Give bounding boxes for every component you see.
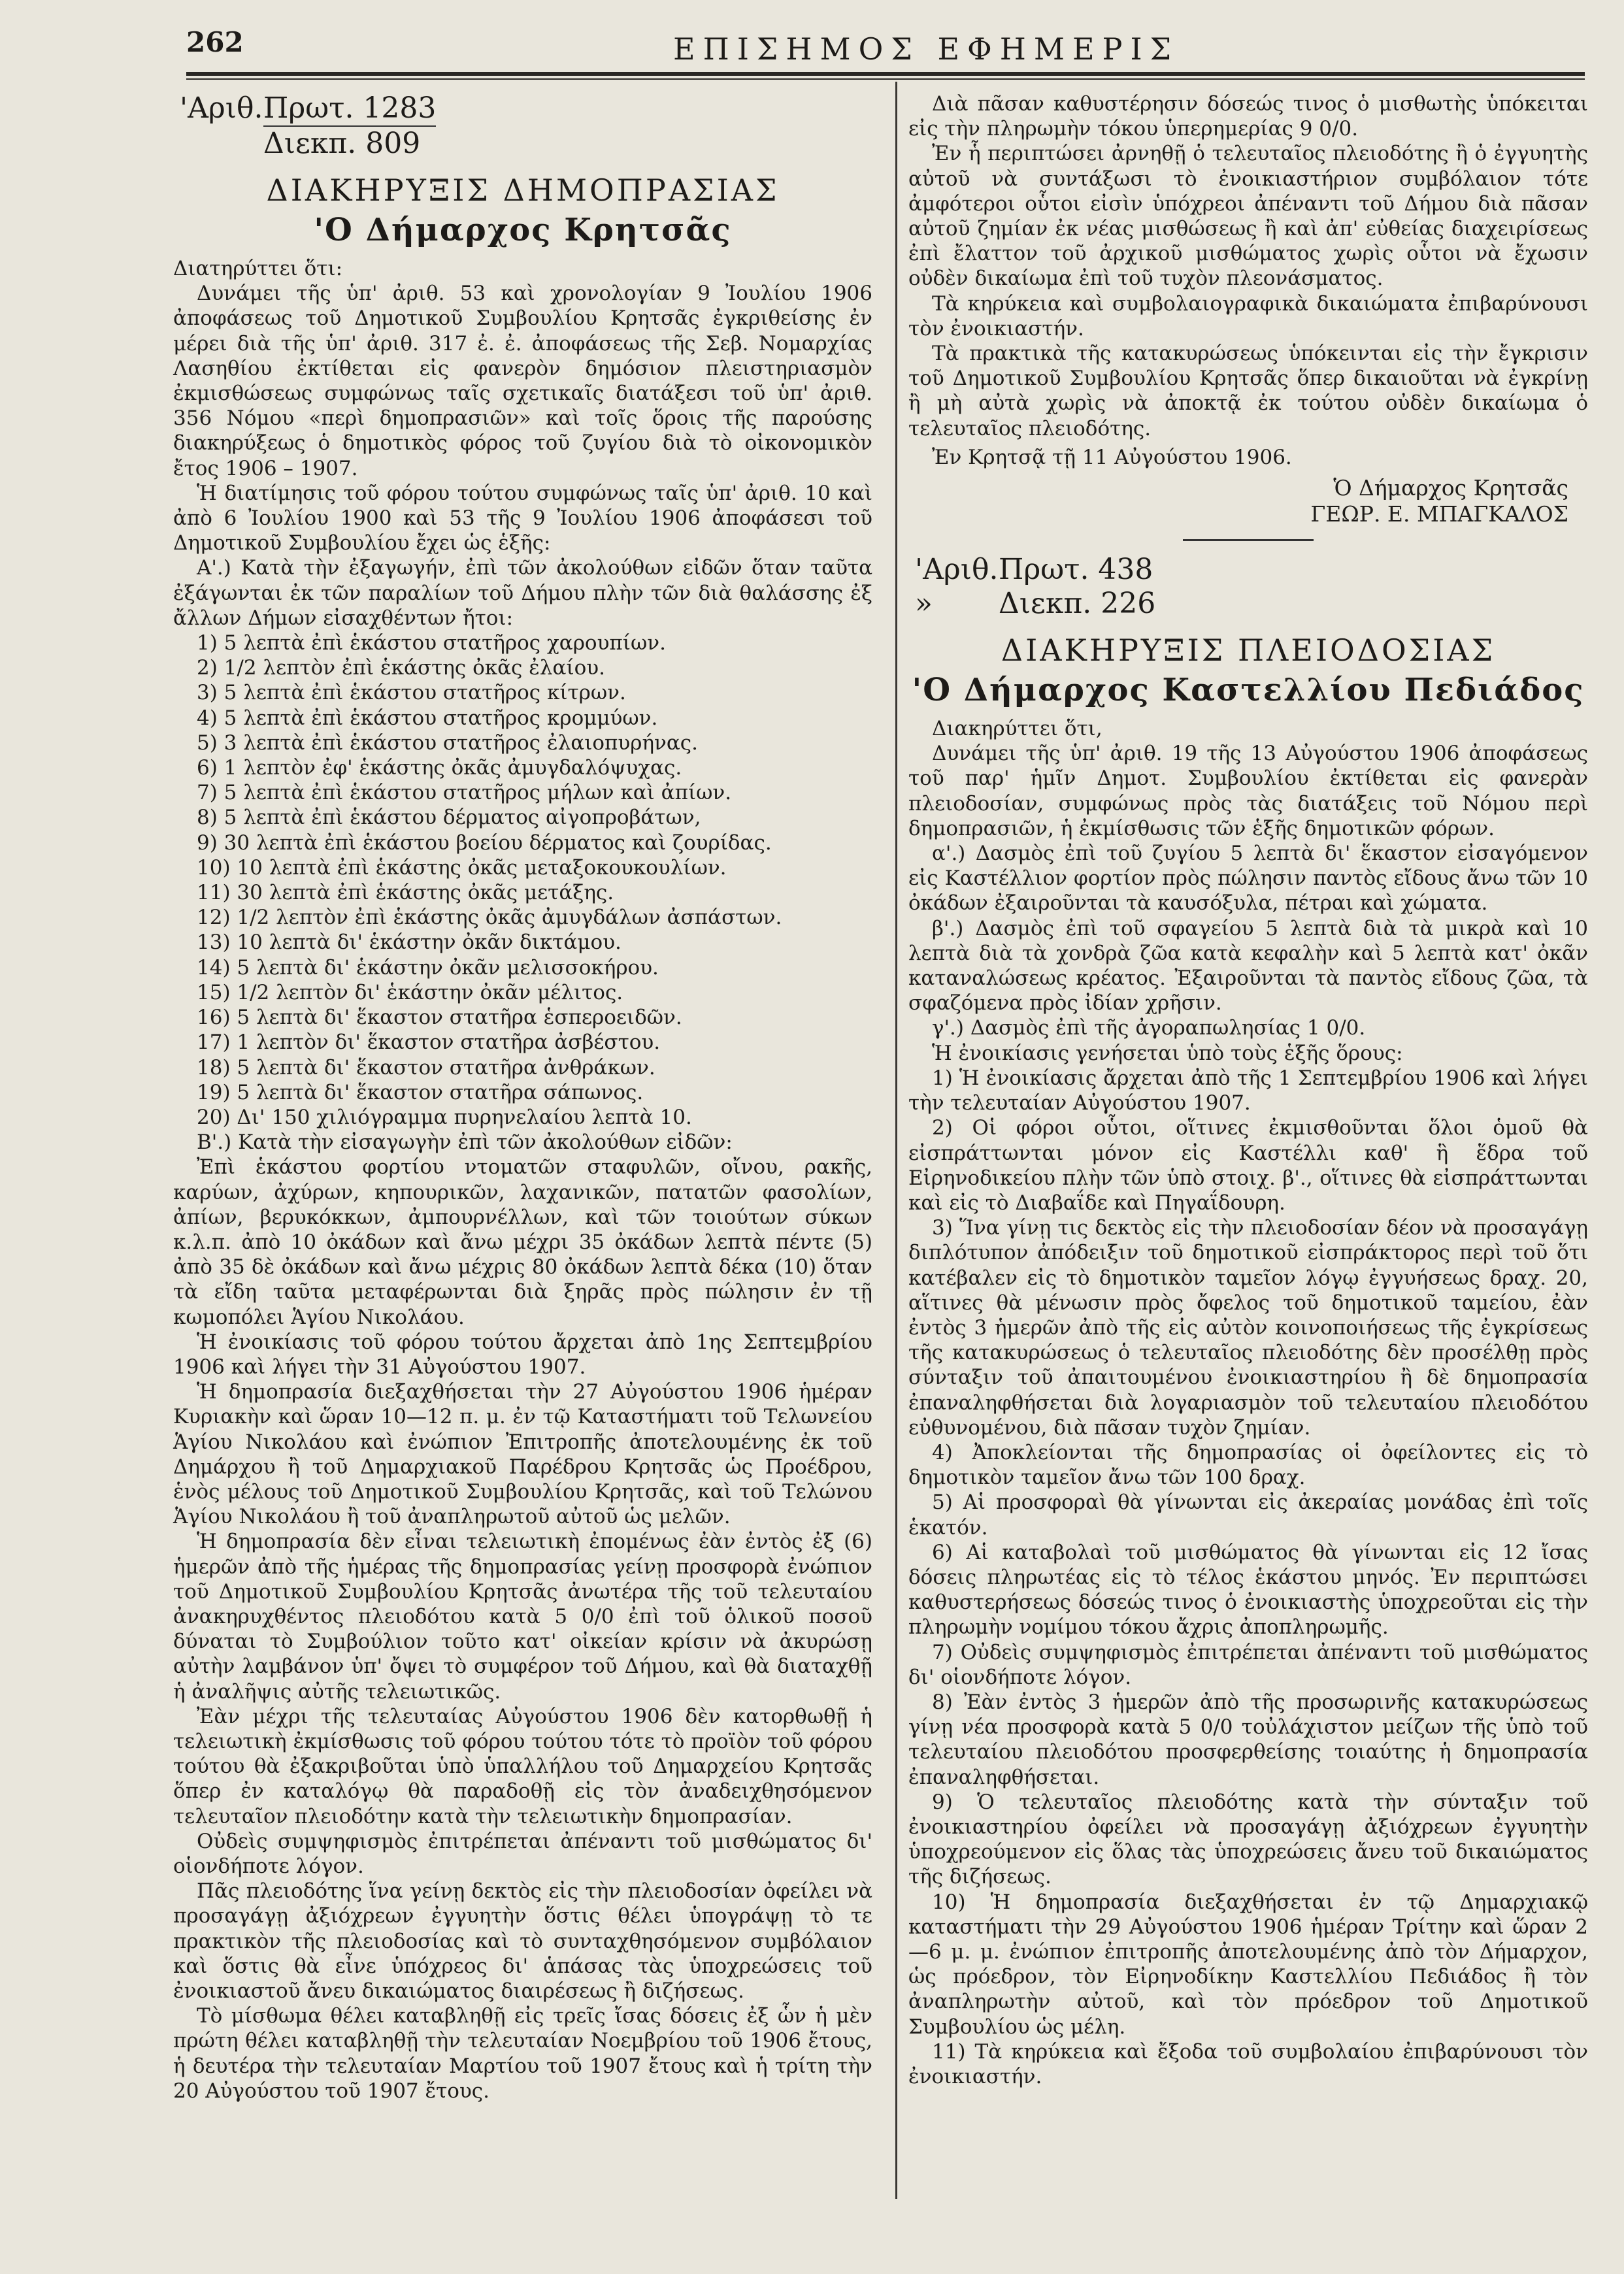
header-rule-thin <box>186 78 1585 80</box>
notice2-intro: Διακηρύττει ὅτι, <box>932 717 1102 741</box>
paragraph: γ'.) Δασμὸς ἐπὶ τῆς ἀγοραπωλησίας 1 0/0. <box>932 1016 1366 1040</box>
list-item: 10) 10 λεπτὰ ἐπὶ ἑκάστης ὀκᾶς μεταξοκουκουλίων. <box>197 855 727 880</box>
paragraph: 6) Αἱ καταβολαὶ τοῦ μισθώματος θὰ γίνωνται εἰς 12 ἴσας δόσεις πληρωτέας εἰς τὸ τέλος ἑκάστου μηνός. Ἐν περιπτώσει καθυστερήσεως δόσεώς τινος ὁ ἐνοικιαστὴς ὑποχρεοῦται εἰς τὴν πληρωμὴν νομίμου τόκου ἄχρις ἀποπληρωμῆς. <box>908 1540 1588 1640</box>
list-item: 3) 5 λεπτὰ ἐπὶ ἑκάστου στατῆρος κίτρων. <box>197 681 626 705</box>
list-item: 11) 30 λεπτὰ ἐπὶ ἑκάστης ὀκᾶς μετάξης. <box>197 881 614 905</box>
notice1-reference <box>180 91 872 161</box>
page-number: 262 <box>186 26 244 58</box>
paragraph: 3) Ἵνα γίνῃ τις δεκτὸς εἰς τὴν πλειοδοσίαν δέον νὰ προσαγάγῃ διπλότυπον ἀπόδειξιν τοῦ δημοτικοῦ εἰσπράκτορος περὶ τοῦ ὅτι κατέβαλεν εἰς τὸ δημοτικὸν ταμεῖον λόγῳ ἐγγυήσεως δραχ. 20, αἵτινες θὰ μένωσιν πρὸς ὄφελος τοῦ δημοτικοῦ ταμείου, ἐὰν ἐντὸς 3 ἡμερῶν ἀπὸ τῆς εἰς αὐτὸν κοινοποιήσεως τῆς ἐγκρίσεως τῆς κατακυρώσεως ὁ τελευταῖος πλειοδότης δὲν προσέλθῃ πρὸς σύνταξιν τοῦ ἀπαιτουμένου ἐνοικιαστηρίου ἢ δὲ δημοπρασία ἐπαναληφθήσεται διὰ λογαριασμὸν τοῦ τελευταίου πλειοδότου εὐθυνομένου, διὰ πᾶσαν τυχὸν ζημίαν. <box>908 1216 1588 1440</box>
notice1-date: Ἐν Κρητσᾷ τῇ 11 Αὐγούστου 1906. <box>932 445 1292 469</box>
right-column <box>908 91 1588 2089</box>
notice1-diekp: Διεκπ. 809 <box>263 127 421 160</box>
left-column <box>173 91 872 2103</box>
list-item: 13) 10 λεπτὰ δι' ἑκάστην ὀκᾶν δικτάμου. <box>197 931 621 955</box>
paragraph: Ἐν ἧ περιπτώσει ἀρνηθῇ ὁ τελευταῖος πλειοδότης ἢ ὁ ἐγγυητὴς αὐτοῦ νὰ συντάξωσι τὸ ἐνοικιαστήριον συμβόλαιον τότε ἀμφότεροι οὗτοι εἰσὶν ὑπόχρεοι ἀπέναντι τοῦ Δήμου διὰ πᾶσαν αὐτοῦ ζημίαν ἐκ νέας μισθώσεως ἢ καὶ ἀπ' εὐθείας διαχειρίσεως ἐπὶ ἔλαττον τοῦ ἀρχικοῦ μισθώματος χωρὶς οὗτοι νὰ ἔχωσιν οὐδὲν δικαίωμα ἐπὶ τοῦ τυχὸν πλεονάσματος. <box>908 142 1588 291</box>
paragraph: Α'.) Κατὰ τὴν ἐξαγωγήν, ἐπὶ τῶν ἀκολούθων εἰδῶν ὅταν ταῦτα ἐξάγωνται ἐκ τῶν παραλίων τοῦ Δήμου πλὴν τῶν διὰ θαλάσσης ἐξ ἄλλων Δήμων εἰσαχθέντων ἤτοι: <box>173 556 872 630</box>
paragraph: 4) Ἀποκλείονται τῆς δημοπρασίας οἱ ὀφείλοντες εἰς τὸ δημοτικὸν ταμεῖον ἄνω τῶν 100 δραχ. <box>908 1440 1588 1490</box>
list-item: 1) 5 λεπτὰ ἐπὶ ἑκάστου στατῆρος χαρουπίων. <box>197 631 666 655</box>
list-item: 7) 5 λεπτὰ ἐπὶ ἑκάστου στατῆρος μήλων καὶ ἀπίων. <box>197 781 732 805</box>
paragraph: 1) Ἡ ἐνοικίασις ἄρχεται ἀπὸ τῆς 1 Σεπτεμβρίου 1906 καὶ λήγει τὴν τελευταίαν Αὐγούστου 1907. <box>908 1066 1588 1115</box>
column-divider <box>895 82 897 2199</box>
list-item: 15) 1/2 λεπτὸν δι' ἑκάστην ὀκᾶν μέλιτος. <box>197 980 623 1004</box>
header-rule <box>186 72 1585 76</box>
notice2-issuer: 'Ο Δήμαρχος Καστελλίου Πεδιάδος <box>912 672 1585 709</box>
paragraph: Ἐὰν μέχρι τῆς τελευταίας Αὐγούστου 1906 δὲν κατορθωθῇ ἡ τελειωτικὴ ἐκμίσθωσις τοῦ φόρου τούτου τότε τὸ προϊὸν τοῦ φόρου τούτου θὰ ἐξακριβοῦται ὑπὸ ὑπαλλήλου τοῦ Δημαρχείου Κρητσᾶς ὅπερ ἐν καταλόγῳ θὰ παραδοθῇ εἰς τὸν ἀναδειχθησόμενον τελευταῖον πλειοδότην κατὰ τὴν τελειωτικὴν δημοπρασίαν. <box>173 1704 872 1828</box>
paragraph: Δυνάμει τῆς ὑπ' ἀριθ. 53 καὶ χρονολογίαν 9 Ἰουλίου 1906 ἀποφάσεως τοῦ Δημοτικοῦ Συμβουλίου Κρητσᾶς ἐγκριθείσης ἐν μέρει διὰ τῆς ὑπ' ἀριθ. 317 ἐ. ἐ. ἀποφάσεως τῆς Σεβ. Νομαρχίας Λασηθίου ἐκτίθεται εἰς φανερὸν δημόσιον πλειστηριασμὸν ἐκμισθώσεως συμφώνως ταῖς σχετικαῖς διατάξεσι τοῦ ὑπ' ἀριθ. 356 Νόμου «περὶ δημοπρασιῶν» καὶ τοῖς ὅροις τῆς παρούσης διακηρύξεως ὁ δημοτικὸς φόρος τοῦ ζυγίου διὰ τὸ οἰκονομικὸν ἔτος 1906 – 1907. <box>173 282 872 480</box>
paragraph: Τὸ μίσθωμα θέλει καταβληθῇ εἰς τρεῖς ἴσας δόσεις ἐξ ὧν ἡ μὲν πρώτη θέλει καταβληθῇ τὴν τελευταίαν Νοεμβρίου τοῦ 1906 ἔτους, ἡ δευτέρα τὴν τελευταίαν Μαρτίου τοῦ 1907 ἔτους καὶ ἡ τρίτη τὴν 20 Αὐγούστου τοῦ 1907 ἔτους. <box>173 2004 872 2103</box>
list-item: 8) 5 λεπτὰ ἐπὶ ἑκάστου δέρματος αἰγοπροβάτων, <box>197 806 701 830</box>
paragraph: Πᾶς πλειοδότης ἵνα γείνῃ δεκτὸς εἰς τὴν πλειοδοσίαν ὀφείλει νὰ προσαγάγῃ ἀξιόχρεων ἐγγυητὴν ὅστις θέλει ὑπογράψῃ τὸ τε πρακτικὸν τῆς πλειοδοσίας καὶ τὸ συνταχθησόμενον συμβόλαιον καὶ ὅστις θὰ εἶνε ὑπόχρεος δι' ἁπάσας τὰς ὑποχρεώσεις τοῦ ἐνοικιαστοῦ ἄνευ δικαιώματος διαιρέσεως ἢ διζήσεως. <box>173 1879 872 2003</box>
notice2-diekp-label: » <box>915 587 933 621</box>
paragraph: Ἡ δημοπρασία διεξαχθήσεται τὴν 27 Αὐγούστου 1906 ἡμέραν Κυριακὴν καὶ ὥραν 10—12 π. μ. ἐν τῷ Καταστήματι τοῦ Τελωνείου Ἁγίου Νικολάου καὶ ἐνώπιον Ἐπιτροπῆς ἀποτελουμένης ἐκ τοῦ Δημάρχου ἢ τοῦ Δημαρχιακοῦ Παρέδρου Κρητσᾶς ὡς Προέδρου, ἑνὸς μέλους τοῦ Δημοτικοῦ Συμβουλίου Κρητσᾶς, καὶ τοῦ Τελώνου Ἁγίου Νικολάου ἢ τοῦ ἀναπληρωτοῦ αὐτοῦ ὡς μελῶν. <box>173 1380 872 1529</box>
notice1-prot: Πρωτ. 1283 <box>263 91 436 127</box>
notice2-heading: ΔΙΑΚΗΡΥΞΙΣ ΠΛΕΙΟΔΟΣΙΑΣ <box>1001 633 1496 668</box>
list-item: 20) Δι' 150 χιλιόγραμμα πυρηνελαίου λεπτὰ 10. <box>197 1105 692 1129</box>
notice2-ref-label: 'Αριθ. <box>915 553 999 587</box>
list-item: 2) 1/2 λεπτὸν ἐπὶ ἑκάστης ὀκᾶς ἐλαίου. <box>197 656 605 680</box>
paragraph: Δυνάμει τῆς ὑπ' ἀριθ. 19 τῆς 13 Αὐγούστου 1906 ἀποφάσεως τοῦ παρ' ἡμῖν Δημοτ. Συμβουλίου ἐκτίθεται εἰς φανερὰν πλειοδοσίαν, συμφώνως πρὸς τὰς διατάξεις τοῦ Νόμου περὶ δημοπρασιῶν, ἡ ἐκμίσθωσις τῶν ἑξῆς δημοτικῶν φόρων. <box>908 742 1588 840</box>
list-item: 17) 1 λεπτὸν δι' ἕκαστον στατῆρα ἀσβέστου. <box>197 1030 661 1055</box>
paragraph: Ἐπὶ ἑκάστου φορτίου ντοματῶν σταφυλῶν, οἴνου, ρακῆς, καρύων, ἀχύρων, κηπουρικῶν, λαχανικῶν, πατατῶν φασολίων, ἀπίων, βερυκόκκων, ἀμπουρνέλλων, καὶ τῶν τοιούτων σύκων κ.λ.π. ἀπὸ 10 ὀκάδων καὶ ἄνω μέχρι 35 ὀκάδων λεπτὰ πέντε (5) ἀπὸ 35 δὲ ὀκάδων καὶ ἄνω μέχρις 80 ὀκάδων λεπτὰ δέκα (10) ὅταν τὰ εἴδη ταῦτα μεταφέρωνται διὰ ξηρᾶς πρὸς πώλησιν ἐν τῇ κωμοπόλει Ἁγίου Νικολάου. <box>173 1155 872 1329</box>
paragraph: 10) Ἡ δημοπρασία διεξαχθήσεται ἐν τῷ Δημαρχιακῷ καταστήματι τὴν 29 Αὐγούστου 1906 ἡμέραν Τρίτην καὶ ὥραν 2—6 μ. μ. ἐνώπιον ἐπιτροπῆς ἀποτελουμένης ἀπὸ τὸν Δήμαρχον, ὡς πρόεδρον, τὸν Εἰρηνοδίκην Καστελλίου Πεδιάδος ἢ τὸν ἀναπληρωτὴν αὐτοῦ, καὶ τὸν πρόεδρον τοῦ Δημοτικοῦ Συμβουλίου ὡς μέλη. <box>908 1890 1588 2039</box>
paragraph: 2) Οἱ φόροι οὗτοι, οἵτινες ἐκμισθοῦνται ὅλοι ὁμοῦ θὰ εἰσπράττωνται μόνον εἰς Καστέλλι καθ' ἣ ἕδρα τοῦ Εἰρηνοδικείου πλὴν τῶν ὑπὸ στοιχ. β'., οἵτινες θὰ εἰσπράττωνται καὶ εἰς τὸ Διαβαΐδε καὶ Πηγαΐδουρη. <box>908 1116 1588 1215</box>
gazette-title: ΕΠΙΣΗΜΟΣ ΕΦΗΜΕΡΙΣ <box>673 31 1180 67</box>
paragraph: Ἡ ἐνοικίασις γενήσεται ὑπὸ τοὺς ἑξῆς ὅρους: <box>932 1041 1403 1065</box>
list-item: 4) 5 λεπτὰ ἐπὶ ἑκάστου στατῆρος κρομμύων. <box>197 706 658 730</box>
notice2-diekp: Διεκπ. 226 <box>999 587 1156 621</box>
list-item: 5) 3 λεπτὰ ἐπὶ ἑκάστου στατῆρος ἐλαιοπυρήνας. <box>197 731 699 755</box>
tariff-list <box>173 631 872 1130</box>
notice2-reference <box>915 553 1588 621</box>
notice1-ref-label: 'Αριθ. <box>180 91 263 125</box>
paragraph: β'.) Δασμὸς ἐπὶ τοῦ σφαγείου 5 λεπτὰ διὰ τὰ μικρὰ καὶ 10 λεπτὰ διὰ τὰ χονδρὰ ζῶα κατὰ κεφαλὴν καὶ 5 λεπτὰ κατ' ὀκᾶν καταναλώσεως κρέατος. Ἐξαιροῦνται τὰ παντὸς εἴδους ζῶα, τὰ σφαζόμενα πρὸς ἰδίαν χρῆσιν. <box>908 916 1588 1015</box>
paragraph: Οὐδεὶς συμψηφισμὸς ἐπιτρέπεται ἀπέναντι τοῦ μισθώματος δι' οἱονδήποτε λόγον. <box>173 1829 872 1878</box>
paragraph: 5) Αἱ προσφοραὶ θὰ γίνωνται εἰς ἀκεραίας μονάδας ἐπὶ τοῖς ἑκατόν. <box>908 1491 1588 1540</box>
list-item: 16) 5 λεπτὰ δι' ἕκαστον στατῆρα ἑσπεροειδῶν. <box>197 1006 682 1030</box>
list-item: 19) 5 λεπτὰ δι' ἕκαστον στατῆρα σάπωνος. <box>197 1080 644 1104</box>
notice1-heading: ΔΙΑΚΗΡΥΞΙΣ ΔΗΜΟΠΡΑΣΙΑΣ <box>266 173 780 208</box>
list-item: 14) 5 λεπτὰ δι' ἑκάστην ὀκᾶν μελισσοκήρου. <box>197 955 659 980</box>
list-item: 12) 1/2 λεπτὸν ἐπὶ ἑκάστης ὀκᾶς ἀμυγδάλων ἀσπάστων. <box>197 906 782 930</box>
paragraph: Τὰ κηρύκεια καὶ συμβολαιογραφικὰ δικαιώματα ἐπιβαρύνουσι τὸν ἐνοικιαστήν. <box>908 291 1588 340</box>
paragraph: 11) Τὰ κηρύκεια καὶ ἔξοδα τοῦ συμβολαίου ἐπιβαρύνουσι τὸν ἐνοικιαστήν. <box>908 2039 1588 2089</box>
paragraph: Ἡ ἐνοικίασις τοῦ φόρου τούτου ἄρχεται ἀπὸ 1ης Σεπτεμβρίου 1906 καὶ λήγει τὴν 31 Αὐγούστου 1907. <box>173 1330 872 1379</box>
paragraph: 9) Ὁ τελευταῖος πλειοδότης κατὰ τὴν σύνταξιν τοῦ ἐνοικιαστηρίου ὀφείλει νὰ προσαγάγῃ ἀξιόχρεων ἐγγυητὴν ὑποχρεούμενον εἰς ὅλας τὰς ὑποχρεώσεις ἄνευ τοῦ δικαιώματος τῆς διζήσεως. <box>908 1790 1588 1889</box>
list-item: 6) 1 λεπτὸν ἐφ' ἑκάστης ὀκᾶς ἀμυγδαλόψυχας. <box>197 756 682 780</box>
paragraph: Ἡ διατίμησις τοῦ φόρου τούτου συμφώνως ταῖς ὑπ' ἀριθ. 10 καὶ ἀπὸ 6 Ἰουλίου 1900 καὶ 53 τῆς 9 Ἰουλίου 1906 ἀποφάσεσι τοῦ Δημοτικοῦ Συμβουλίου ἔχει ὡς ἑξῆς: <box>173 481 872 555</box>
paragraph: α'.) Δασμὸς ἐπὶ τοῦ ζυγίου 5 λεπτὰ δι' ἕκαστον εἰσαγόμενον εἰς Καστέλλιον φορτίον πρὸς πώλησιν παντὸς εἴδους ἄνω τῶν 10 ὀκάδων ἐξαιροῦνται τὰ καυσόξυλα, πέτραι καὶ χώματα. <box>908 842 1588 915</box>
list-item: 9) 30 λεπτὰ ἐπὶ ἑκάστου βοείου δέρματος καὶ ζουρίδας. <box>197 831 772 855</box>
paragraph: Ἡ δημοπρασία δὲν εἶναι τελειωτικὴ ἐπομένως ἐὰν ἐντὸς ἐξ (6) ἡμερῶν ἀπὸ τῆς ἡμέρας τῆς δημοπρασίας γείνῃ προσφορὰ ἐνώπιον τοῦ Δημοτικοῦ Συμβουλίου Κρητσᾶς ἀνωτέρα τῆς τοῦ τελευταίου ἀνακηρυχθέντος πλειοδότου κατὰ 5 0/0 ἐπὶ τοῦ ὁλικοῦ ποσοῦ δύναται τὸ Συμβούλιον τοῦτο κατ' οἰκείαν κρίσιν νὰ ἀκυρώσῃ αὐτὴν λαμβάνον ὑπ' ὄψει τὸ συμφέρον τοῦ Δήμου, καὶ θὰ διαταχθῇ ἡ ἀναλῆψις αὐτῆς τελειωτικῶς. <box>173 1530 872 1704</box>
notice1-sign-name: ΓΕΩΡ. Ε. ΜΠΑΓΚΑΛΟΣ <box>1310 501 1568 527</box>
paragraph: Τὰ πρακτικὰ τῆς κατακυρώσεως ὑπόκεινται εἰς τὴν ἔγκρισιν τοῦ Δημοτικοῦ Συμβουλίου Κρητσᾶς ὅπερ δικαιοῦται νὰ ἐγκρίνῃ ἢ μὴ αὐτὰ χωρὶς νὰ ἀποκτᾷ ἐκ τούτου οὐδὲν δικαίωμα ὁ τελευταῖος πλειοδότης. <box>908 342 1588 440</box>
notice1-sign-title: Ὁ Δήμαρχος Κρητσᾶς <box>1333 475 1568 501</box>
notice-separator <box>1183 539 1314 541</box>
paragraph: 7) Οὐδεὶς συμψηφισμὸς ἐπιτρέπεται ἀπέναντι τοῦ μισθώματος δι' οἱονδήποτε λόγον. <box>908 1640 1588 1689</box>
notice1-issuer: 'Ο Δήμαρχος Κρητσᾶς <box>314 212 732 248</box>
notice1-intro: Διατηρύττει ὅτι: <box>173 257 343 280</box>
paragraph: 8) Ἐὰν ἐντὸς 3 ἡμερῶν ἀπὸ τῆς προσωρινῆς κατακυρώσεως γίνῃ νέα προσφορὰ κατὰ 5 0/0 τοὐλάχιστον μείζων τῆς ὑπὸ τοῦ τελευταίου πλειοδότου προσφερθείσης τοιαύτης ἡ δημοπρασία ἐπαναληφθήσεται. <box>908 1690 1588 1789</box>
paragraph: Β'.) Κατὰ τὴν εἰσαγωγὴν ἐπὶ τῶν ἀκολούθων εἰδῶν: <box>197 1130 733 1155</box>
notice2-prot: Πρωτ. 438 <box>999 553 1153 587</box>
list-item: 18) 5 λεπτὰ δι' ἕκαστον στατῆρα ἀνθράκων. <box>197 1055 655 1079</box>
paragraph: Διὰ πᾶσαν καθυστέρησιν δόσεώς τινος ὁ μισθωτὴς ὑπόκειται εἰς τὴν πληρωμὴν τόκου ὑπερημερίας 9 0/0. <box>908 92 1588 141</box>
